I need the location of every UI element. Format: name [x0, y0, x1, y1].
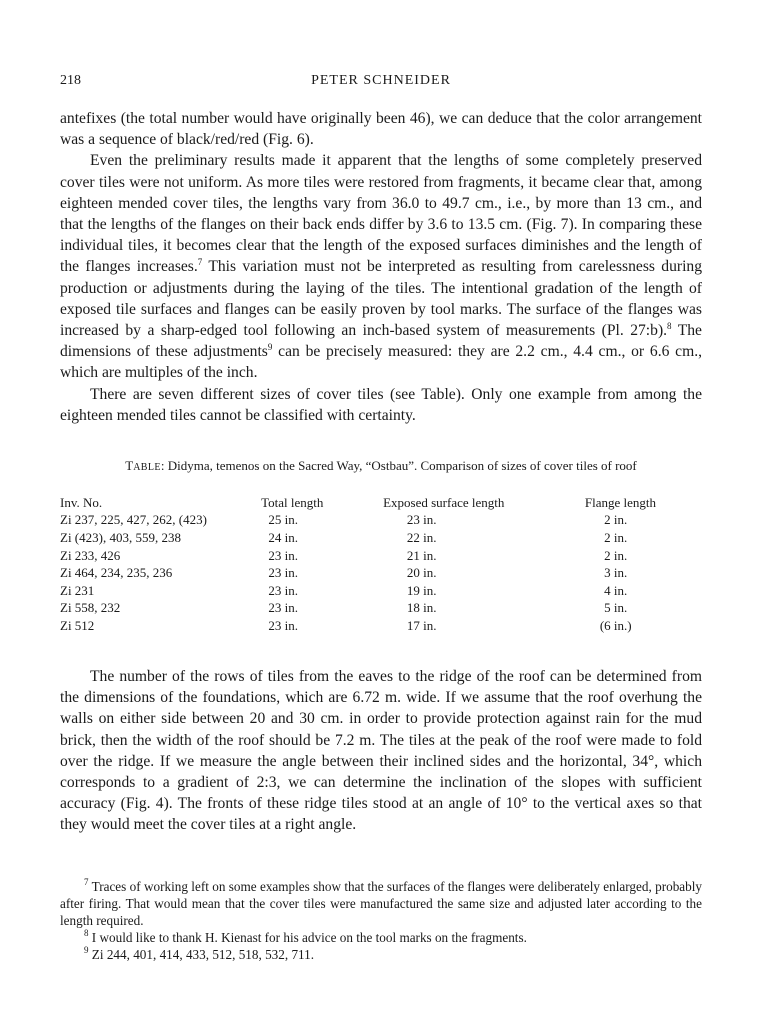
paragraph: The number of the rows of tiles from the eaves to the ridge of the roof can be determined from the dimensions of the foundations, which are 6.72 m. wide. If we assume that the roof overhung the walls on either side between 20 and 30 cm. in order to provide protection against rain for the mud brick, then the width of the roof should be 7.2 m. The tiles at the peak of the roof were made to fold over the ridge. If we measure the angle between their inclined sides and the horizontal, 34°, which corresponds to a gradient of 2:3, we can determine the inclination of the slopes with sufficient accuracy (Fig. 4). The fronts of these ridge tiles stood at an angle of 10° to the vertical axes so that they would meet the cover tiles at a right angle.: [60, 668, 702, 834]
table-caption: TABLE: Didyma, temenos on the Sacred Way, “Ostbau”. Comparison of sizes of cover tiles of roof: [125, 458, 637, 473]
footnote-ref: 8: [667, 321, 672, 332]
cell-inv: Zi 464, 234, 235, 236: [60, 565, 173, 581]
page-header: [60, 73, 702, 93]
cell-inv: Zi 231: [60, 582, 95, 598]
table-row: [60, 582, 660, 600]
footnote: $^9$ Zi 244, 401, 414, 433, 512, 518, 532, 711.: [84, 945, 315, 962]
table-row: [60, 564, 660, 582]
cell-exposed: 17 in.: [406, 617, 437, 633]
footnote-number: 9: [84, 945, 89, 955]
cell-inv: Zi (423), 403, 559, 238: [60, 529, 181, 545]
page-number: 218: [60, 73, 81, 88]
cell-exposed: 22 in.: [406, 529, 437, 545]
footnote-ref: 9: [267, 342, 273, 353]
cell-exposed: 23 in.: [406, 512, 437, 528]
footnote: $^7$ Traces of working left on some examples show that the surfaces of the flanges were deliberately enlarged, probably after firing. That would mean that the cover tiles were manufactured the same size and adjusted later according to the length required.: [60, 877, 702, 928]
cell-exposed: 18 in.: [406, 600, 437, 616]
cell-flange: (6 in.): [599, 617, 632, 633]
cell-total: 23 in.: [268, 565, 299, 581]
cell-total: 23 in.: [268, 547, 299, 563]
cell-inv: Zi 512: [60, 617, 95, 633]
cell-flange: 5 in.: [604, 600, 628, 616]
footnote: $^8$ I would like to thank H. Kienast for his advice on the tool marks on the fragments.: [84, 928, 527, 945]
footnote-number: 7: [84, 877, 89, 887]
table-row: [60, 529, 660, 547]
cell-exposed: 20 in.: [406, 565, 437, 581]
paragraph: There are seven different sizes of cover tiles (see Table). Only one example from among the eighteen mended tiles cannot be classified with certainty.: [60, 385, 702, 424]
body-text-lower: [60, 666, 702, 836]
cell-flange: 2 in.: [604, 547, 628, 563]
paragraph: antefixes (the total number would have originally been 46), we can deduce that the color arrangement was a sequence of black/red/red (Fig. 6).: [60, 110, 702, 149]
table-header-row: [60, 494, 660, 512]
cell-flange: 2 in.: [604, 529, 628, 545]
cell-total: 23 in.: [268, 617, 299, 633]
column-header-exposed: Exposed surface length: [383, 494, 505, 510]
cell-exposed: 19 in.: [406, 582, 437, 598]
paragraph: Even the preliminary results made it apparent that the lengths of some completely preserved cover tiles were not uniform. As more tiles were restored from fragments, it became clear that, among eighteen mended cover tiles, the lengths vary from 36.0 to 49.7 cm., i.e., by more than 13 cm., and that the lengths of the flanges on their back ends differ by 3.6 to 13.5 cm. (Fig. 7). In comparing these individual tiles, it becomes clear that the length of the exposed surfaces diminishes and the length of the flanges increases.$^7$ This variation must not be interpreted as resulting from carelessness during production or adjustments during the laying of the tiles. The intentional gradation of the length of exposed tile surfaces and flanges can be easily proven by tool marks. The surface of the flanges was increased by a sharp-edged tool following an inch-based system of measurements (Pl. 27:b).$^8$ The dimensions of these adjustments$^9$ can be precisely measured: they are 2.2 cm., 4.4 cm., or 6.6 cm., which are multiples of the inch.: [60, 152, 703, 382]
table-row: [60, 512, 660, 530]
cell-inv: Zi 237, 225, 427, 262, (423): [60, 512, 207, 528]
footnote-number: 8: [84, 928, 89, 938]
body-text-upper: [60, 108, 702, 426]
cell-total: 23 in.: [268, 582, 299, 598]
cell-flange: 4 in.: [604, 582, 628, 598]
table-row: [60, 547, 660, 565]
column-header-flange: Flange length: [584, 494, 656, 510]
cell-inv: Zi 558, 232: [60, 600, 121, 616]
cell-flange: 2 in.: [604, 512, 628, 528]
cell-total: 24 in.: [268, 529, 299, 545]
footnotes: [60, 878, 702, 963]
cell-inv: Zi 233, 426: [60, 547, 121, 563]
cell-exposed: 21 in.: [406, 547, 437, 563]
column-header-inv: Inv. No.: [60, 494, 103, 510]
cell-total: 25 in.: [268, 512, 299, 528]
column-header-total: Total length: [261, 494, 324, 510]
cell-total: 23 in.: [268, 600, 299, 616]
cell-flange: 3 in.: [604, 565, 628, 581]
tile-size-table: [60, 494, 660, 635]
table-row: [60, 617, 660, 635]
table-row: [60, 600, 660, 618]
running-head: PETER SCHNEIDER: [311, 73, 451, 88]
footnote-ref: 7: [197, 257, 203, 268]
